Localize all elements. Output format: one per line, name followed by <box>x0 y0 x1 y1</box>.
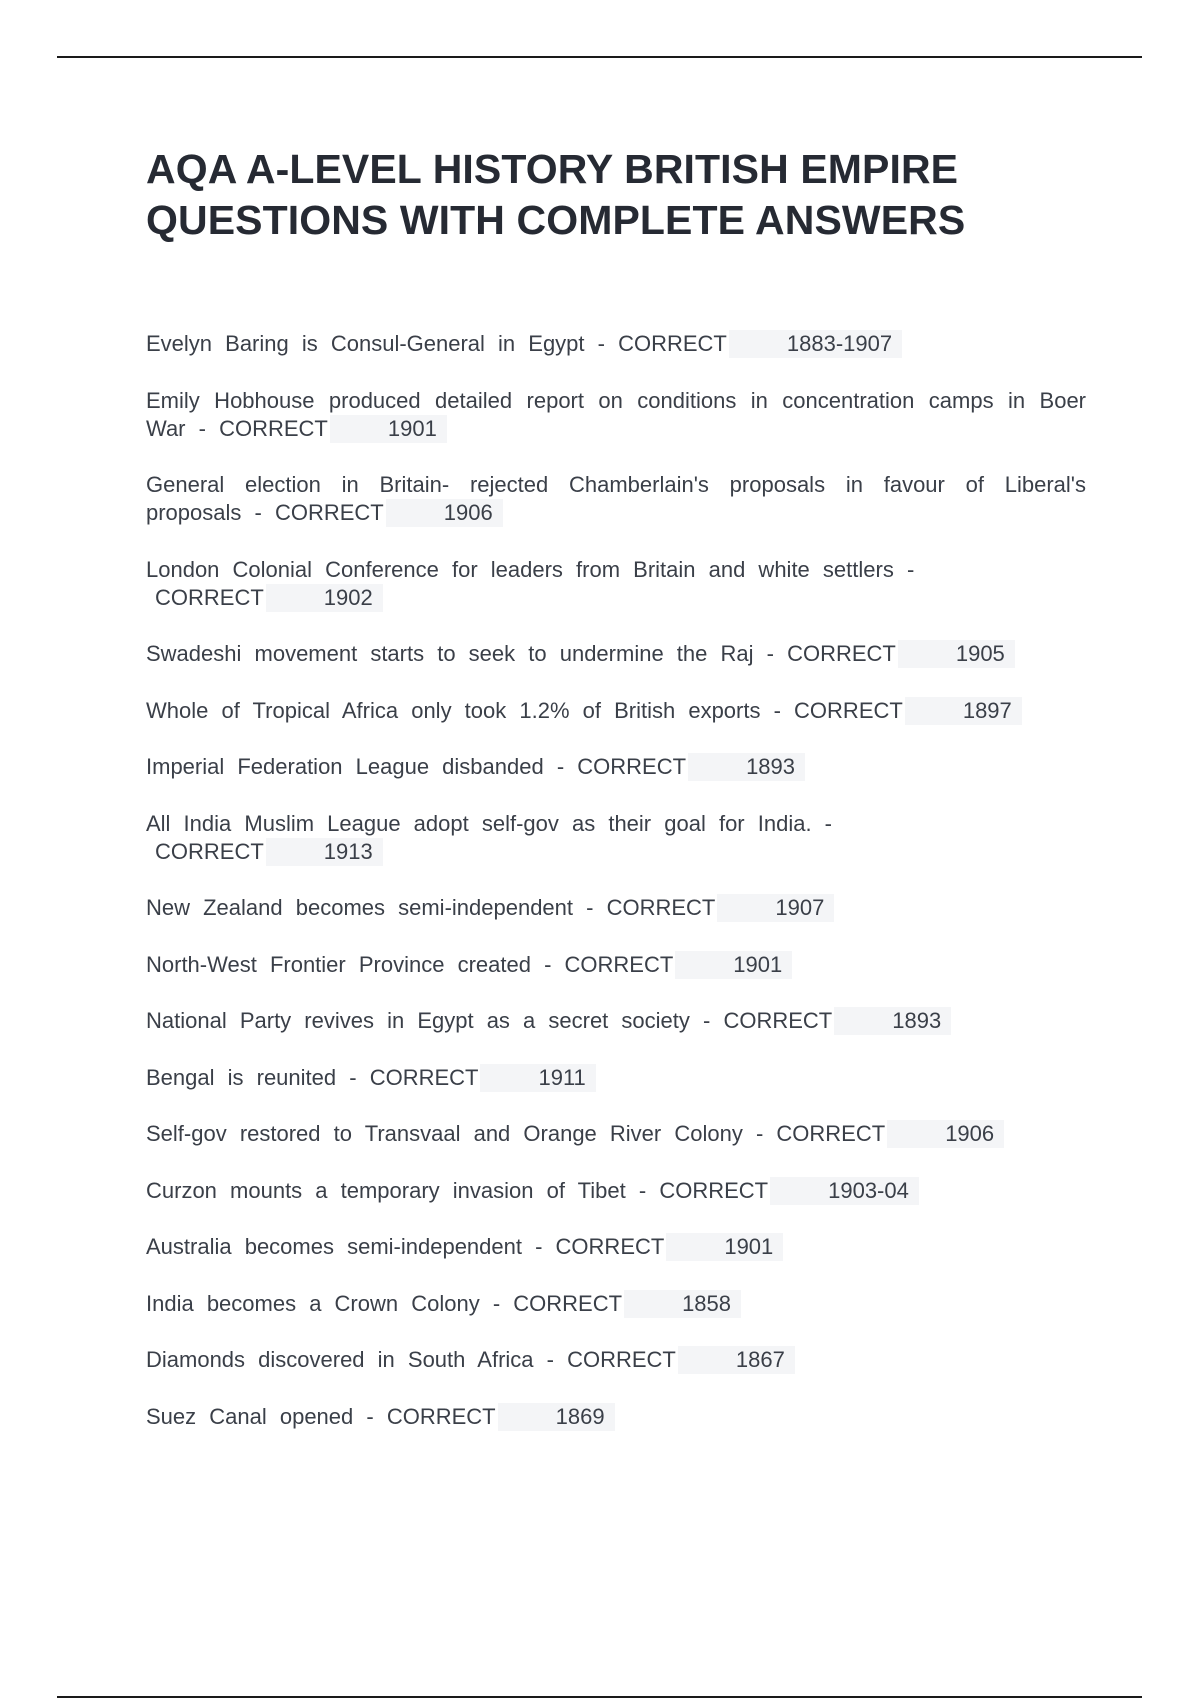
answer-text: 1901 <box>675 951 792 979</box>
qa-item: General election in Britain- rejected Chamberlain's proposals in favour of Liberal's proposals - CORRECT 1906 <box>146 472 1086 525</box>
answer-text: 1905 <box>898 640 1015 668</box>
qa-item: Imperial Federation League disbanded - CORRECT 1893 <box>146 753 1086 781</box>
question-text: Imperial Federation League disbanded <box>146 754 544 779</box>
qa-list <box>146 330 1086 1459</box>
qa-item: Suez Canal opened - CORRECT 1869 <box>146 1403 1086 1431</box>
qa-item: Australia becomes semi-independent - CORRECT 1901 <box>146 1233 1086 1261</box>
answer-text: 1907 <box>717 894 834 922</box>
correct-label: CORRECT <box>219 415 328 441</box>
question-text: India becomes a Crown Colony <box>146 1290 480 1316</box>
qa-item: London Colonial Conference for leaders from Britain and white settlers - CORRECT 1902 <box>146 556 1086 612</box>
question-text: National Party revives in Egypt as a secret society <box>146 1008 690 1033</box>
question-text: Suez Canal opened <box>146 1403 354 1429</box>
question-text: Curzon mounts a temporary invasion of Tibet <box>146 1177 626 1203</box>
answer-text: 1901 <box>330 415 447 443</box>
qa-item: Evelyn Baring is Consul-General in Egypt - CORRECT 1883-1907 <box>146 330 1086 358</box>
title-line-2: QUESTIONS WITH COMPLETE ANSWERS <box>146 197 966 243</box>
top-divider <box>57 56 1142 58</box>
answer-text: 1906 <box>887 1120 1004 1148</box>
correct-label: CORRECT <box>794 697 903 723</box>
question-text: Emily Hobhouse produced detailed report on conditions in concentration camps in Boer War <box>146 387 1086 441</box>
qa-item: India becomes a Crown Colony - CORRECT 1858 <box>146 1290 1086 1318</box>
correct-label: CORRECT <box>659 1177 769 1203</box>
correct-label: CORRECT <box>155 584 264 610</box>
correct-label: CORRECT <box>606 895 716 920</box>
qa-item: All India Muslim League adopt self-gov as their goal for India. - CORRECT 1913 <box>146 810 1086 866</box>
answer-line <box>146 838 1086 866</box>
correct-label: CORRECT <box>776 1121 886 1146</box>
correct-label: CORRECT <box>513 1290 623 1316</box>
question-text: All India Muslim League adopt self-gov as their goal for India. <box>146 810 812 836</box>
qa-item: Bengal is reunited - CORRECT 1911 <box>146 1064 1086 1092</box>
qa-item: New Zealand becomes semi-independent - CORRECT 1907 <box>146 894 1086 922</box>
correct-label: CORRECT <box>787 641 896 666</box>
answer-text: 1913 <box>266 838 383 866</box>
page-title <box>146 144 1106 246</box>
answer-text: 1911 <box>480 1064 595 1092</box>
question-text: Australia becomes semi-independent <box>146 1234 522 1259</box>
qa-item: North-West Frontier Province created - CORRECT 1901 <box>146 951 1086 979</box>
correct-label: CORRECT <box>386 1403 496 1429</box>
answer-text: 1906 <box>386 499 503 527</box>
answer-text: 1901 <box>666 1233 783 1261</box>
qa-item: Emily Hobhouse produced detailed report on conditions in concentration camps in Boer War - CORRECT 1901 <box>146 387 1086 441</box>
qa-item: Curzon mounts a temporary invasion of Tibet - CORRECT 1903-04 <box>146 1177 1086 1205</box>
correct-label: CORRECT <box>155 838 264 864</box>
question-text: Diamonds discovered in South Africa <box>146 1347 534 1372</box>
correct-label: CORRECT <box>274 500 384 525</box>
qa-item: National Party revives in Egypt as a secret society - CORRECT 1893 <box>146 1007 1086 1035</box>
qa-item: Self-gov restored to Transvaal and Orange River Colony - CORRECT 1906 <box>146 1120 1086 1148</box>
answer-line <box>146 584 1086 612</box>
correct-label: CORRECT <box>555 1234 665 1259</box>
answer-text: 1869 <box>498 1403 615 1431</box>
question-text: Bengal is reunited <box>146 1064 337 1090</box>
answer-text: 1893 <box>834 1007 951 1035</box>
qa-item: Diamonds discovered in South Africa - CORRECT 1867 <box>146 1346 1086 1374</box>
correct-label: CORRECT <box>577 754 687 779</box>
answer-text: 1902 <box>266 584 383 612</box>
correct-label: CORRECT <box>618 331 727 356</box>
question-text: Evelyn Baring is Consul-General in Egypt <box>146 331 585 356</box>
correct-label: CORRECT <box>369 1064 479 1090</box>
qa-item: Whole of Tropical Africa only took 1.2% of British exports - CORRECT 1897 <box>146 697 1086 725</box>
answer-text: 1903-04 <box>770 1177 919 1205</box>
answer-text: 1867 <box>678 1346 795 1374</box>
bottom-divider <box>57 1696 1142 1698</box>
answer-text: 1858 <box>624 1290 741 1318</box>
question-text: London Colonial Conference for leaders from Britain and white settlers <box>146 556 894 582</box>
answer-text: 1883-1907 <box>729 330 902 358</box>
question-text: Self-gov restored to Transvaal and Orange River Colony <box>146 1121 743 1146</box>
answer-text: 1893 <box>688 753 805 781</box>
qa-item: Swadeshi movement starts to seek to undermine the Raj - CORRECT 1905 <box>146 640 1086 668</box>
correct-label: CORRECT <box>723 1008 833 1033</box>
question-text: General election in Britain- rejected Chamberlain's proposals in favour of Liberal's proposals <box>146 472 1086 525</box>
question-text: Whole of Tropical Africa only took 1.2% of British exports <box>146 697 761 723</box>
title-line-1: AQA A-LEVEL HISTORY BRITISH EMPIRE <box>146 146 959 192</box>
question-text: North-West Frontier Province created <box>146 951 531 977</box>
correct-label: CORRECT <box>567 1347 676 1372</box>
question-text: New Zealand becomes semi-independent <box>146 895 574 920</box>
answer-text: 1897 <box>905 697 1022 725</box>
question-text: Swadeshi movement starts to seek to undermine the Raj <box>146 641 754 666</box>
correct-label: CORRECT <box>564 951 674 977</box>
